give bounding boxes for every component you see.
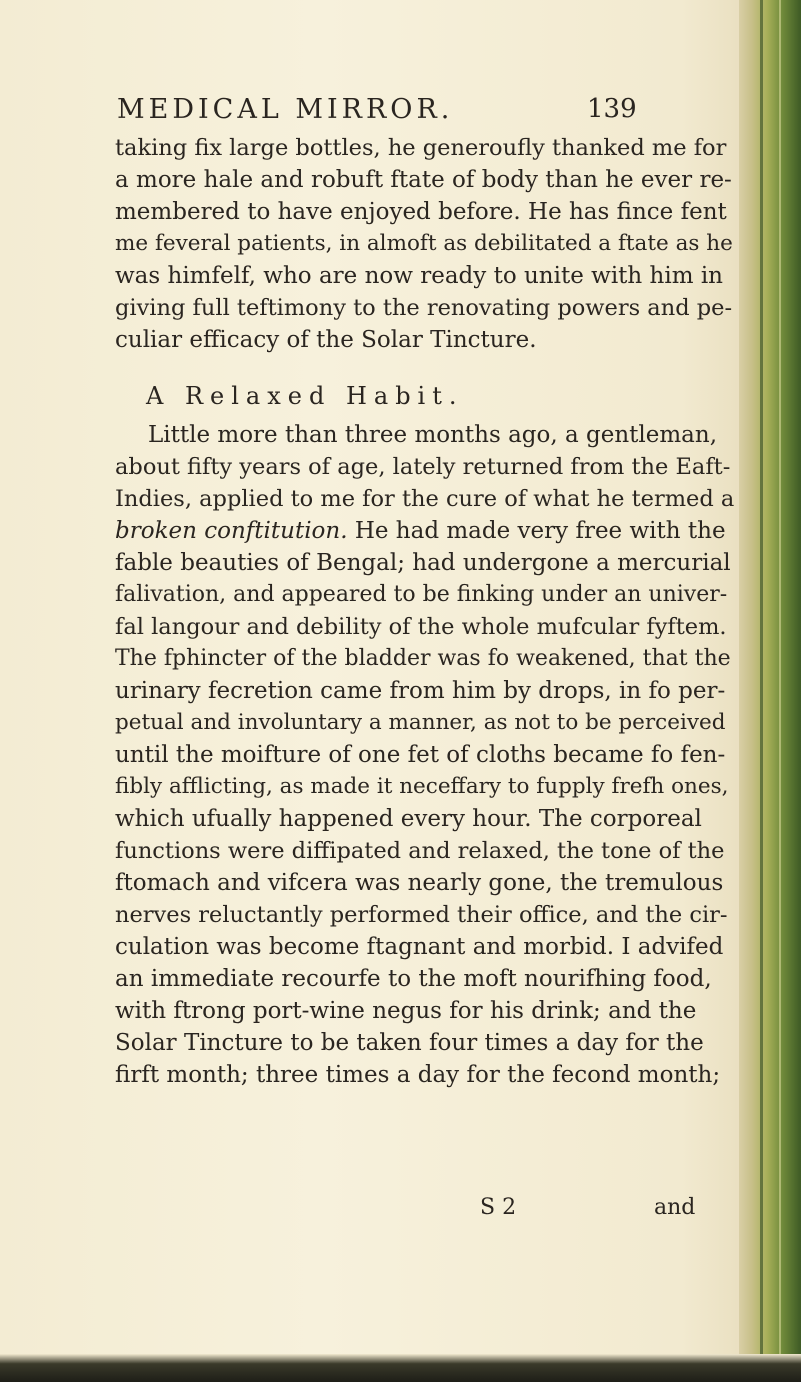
catchword: and xyxy=(654,1195,696,1220)
text-line: firft month; three times a day for the fecond month; xyxy=(115,1062,721,1088)
text-line: Solar Tincture to be taken four times a day for the xyxy=(115,1030,704,1056)
italic-phrase: broken conftitution. xyxy=(115,518,348,544)
text-line: falivation, and appeared to be finking under an univer- xyxy=(115,582,728,607)
text-line: petual and involuntary a manner, as not to be perceived xyxy=(115,710,726,735)
page-edge-binding xyxy=(739,0,801,1382)
text-line: culation was become ftagnant and morbid. I advifed xyxy=(115,934,724,960)
text-line: nerves reluctantly performed their office, and the cir- xyxy=(115,902,728,928)
page-number: 139 xyxy=(587,94,637,124)
text-line: a more hale and robuft ftate of body than he ever re- xyxy=(115,167,732,193)
text-line: me feveral patients, in almoft as debilitated a ftate as he xyxy=(115,231,733,256)
text-line: Indies, applied to me for the cure of what he termed a xyxy=(115,486,735,512)
binding-stripe-dark xyxy=(760,0,763,1382)
text-line: functions were diffipated and relaxed, the tone of the xyxy=(115,838,725,864)
section-heading: A Relaxed Habit. xyxy=(146,382,464,410)
text-line-mixed xyxy=(115,516,726,546)
signature-mark: S 2 xyxy=(480,1195,517,1220)
text-line: was himfelf, who are now ready to unite with him in xyxy=(115,263,723,289)
binding-stripe-light xyxy=(779,0,781,1382)
text-line: The fphincter of the bladder was fo weakened, that the xyxy=(115,646,731,671)
running-title: MEDICAL MIRROR. xyxy=(117,94,454,125)
text-line: with ftrong port-wine negus for his drink; and the xyxy=(115,998,697,1024)
text-line: membered to have enjoyed before. He has fince fent xyxy=(115,199,727,225)
text-line: fibly afflicting, as made it neceffary to fupply frefh ones, xyxy=(115,774,729,799)
text-line: fable beauties of Bengal; had undergone a mercurial xyxy=(115,550,731,576)
text-line: culiar efficacy of the Solar Tincture. xyxy=(115,327,537,353)
text-line: giving full teftimony to the renovating powers and pe- xyxy=(115,295,733,321)
text-line: ftomach and vifcera was nearly gone, the tremulous xyxy=(115,870,724,896)
running-header xyxy=(117,94,637,134)
text-line: about fifty years of age, lately returned from the Eaft- xyxy=(115,454,731,480)
text-line: fal langour and debility of the whole mufcular fyftem. xyxy=(115,614,727,640)
text-line: until the moifture of one fet of cloths became fo fen- xyxy=(115,742,726,768)
text-line: taking fix large bottles, he generoufly thanked me for xyxy=(115,135,727,161)
text-run: He had made very free with the xyxy=(347,518,726,544)
text-line: an immediate recourfe to the moft nourifhing food, xyxy=(115,966,712,992)
text-line: Little more than three months ago, a gentleman, xyxy=(148,422,718,448)
text-line: urinary fecretion came from him by drops, in fo per- xyxy=(115,678,726,704)
bottom-shadow xyxy=(0,1354,801,1382)
text-line: which ufually happened every hour. The corporeal xyxy=(115,806,702,832)
